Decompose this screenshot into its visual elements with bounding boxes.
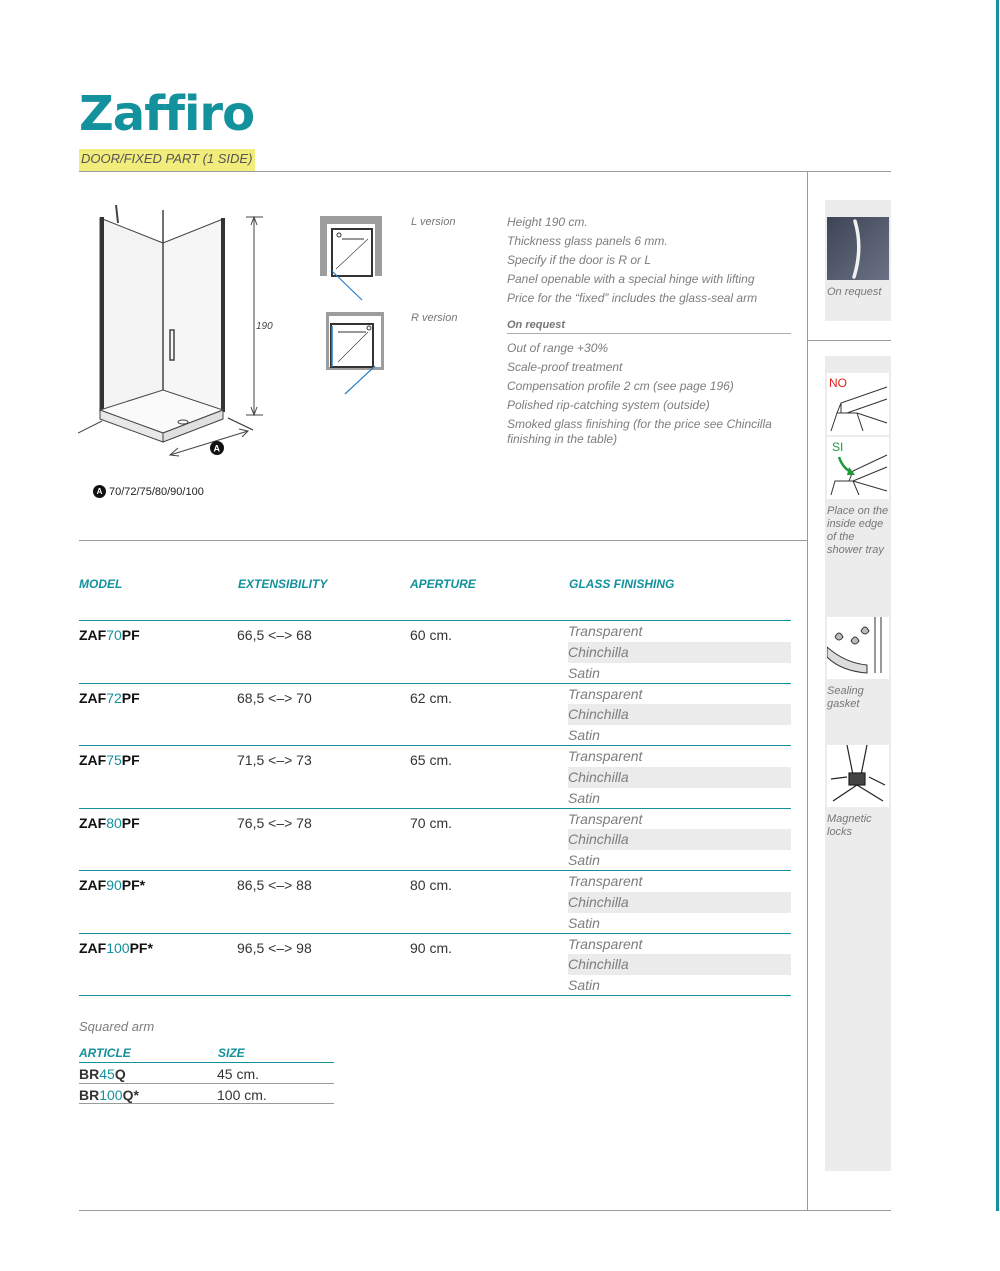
arm-header-article: ARTICLE	[79, 1046, 131, 1060]
table-row	[79, 684, 791, 747]
header-model: MODEL	[79, 577, 123, 591]
shower-enclosure-drawing	[78, 205, 278, 475]
finish-chinchilla: Chinchilla	[568, 704, 791, 725]
model-code: ZAF100PF*	[79, 939, 153, 956]
aperture-value: 65 cm.	[410, 752, 453, 768]
header-aperture: APERTURE	[410, 577, 476, 591]
on-request-list	[507, 341, 792, 451]
extensibility-value: 71,5 <–> 73	[237, 752, 312, 768]
on-request-item: Compensation profile 2 cm (see page 196)	[507, 379, 734, 393]
arm-size-value: 100 cm.	[217, 1086, 267, 1103]
arm-article-code: BR45Q	[79, 1066, 126, 1082]
table-row	[79, 809, 791, 872]
arm-article-code: BR100Q*	[79, 1086, 139, 1103]
arm-header-size: SIZE	[218, 1046, 245, 1060]
tray-no-illustration	[827, 373, 889, 435]
finish-satin: Satin	[568, 914, 600, 931]
finish-satin: Satin	[568, 852, 600, 869]
on-request-heading: On request	[507, 319, 791, 334]
table-row	[79, 934, 791, 997]
section-divider	[79, 540, 808, 541]
model-table	[79, 575, 791, 996]
arm-row	[79, 1084, 334, 1105]
finish-options	[568, 934, 791, 996]
model-code: ZAF90PF*	[79, 877, 146, 893]
sizes-note	[93, 485, 204, 498]
arm-table	[79, 1044, 334, 1104]
aperture-value: 60 cm.	[410, 627, 453, 643]
tray-si-illustration	[827, 437, 889, 499]
handle-caption: On request	[827, 286, 882, 298]
finish-options	[568, 871, 791, 933]
tray-caption: Place on the inside edge of the shower tray	[827, 505, 889, 556]
sealing-gasket-caption: Sealing gasket	[827, 685, 864, 710]
sealing-gasket-illustration	[827, 617, 889, 679]
r-version-label: R version	[411, 312, 458, 324]
finish-chinchilla: Chinchilla	[568, 642, 791, 663]
spec-item: Specify if the door is R or L	[507, 253, 652, 267]
finish-satin: Satin	[568, 789, 600, 806]
arm-title: Squared arm	[79, 1019, 155, 1034]
extensibility-value: 76,5 <–> 78	[237, 814, 312, 831]
dimension-badge: A	[93, 485, 106, 498]
arm-table-header	[79, 1044, 334, 1063]
spec-item: Height 190 cm.	[507, 215, 588, 229]
dimension-badge-label: A	[213, 443, 220, 454]
extensibility-value: 66,5 <–> 68	[237, 627, 312, 643]
page-edge-stripe	[996, 0, 999, 1211]
spec-item: Price for the “fixed” includes the glass-seal arm	[507, 291, 758, 305]
spec-list	[507, 215, 792, 310]
finish-transparent: Transparent	[568, 810, 643, 827]
finish-transparent: Transparent	[568, 623, 643, 639]
si-label: SI	[832, 440, 844, 454]
finish-options	[568, 684, 791, 746]
model-code: ZAF70PF	[79, 627, 140, 643]
extensibility-value: 68,5 <–> 70	[237, 689, 312, 706]
finish-chinchilla: Chinchilla	[568, 767, 791, 788]
on-request-item: Smoked glass finishing (for the price see Chincilla finishing in the table)	[507, 417, 772, 446]
finish-options	[568, 621, 791, 683]
table-row	[79, 746, 791, 809]
footer-divider	[79, 1210, 891, 1211]
product-subtitle: DOOR/FIXED PART (1 SIDE)	[79, 149, 255, 171]
finish-options	[568, 746, 791, 808]
finish-chinchilla: Chinchilla	[568, 954, 791, 975]
spec-item: Thickness glass panels 6 mm.	[507, 234, 668, 248]
sidebar-divider	[807, 171, 808, 1211]
finish-satin: Satin	[568, 977, 600, 994]
aperture-value: 80 cm.	[410, 877, 453, 893]
finish-transparent: Transparent	[568, 935, 643, 952]
arm-row	[79, 1063, 334, 1084]
no-label: NO	[829, 376, 847, 390]
l-version-label: L version	[411, 216, 456, 228]
aperture-value: 62 cm.	[410, 689, 453, 706]
extensibility-value: 96,5 <–> 98	[237, 939, 312, 956]
extensibility-value: 86,5 <–> 88	[237, 877, 312, 893]
handle-photo	[827, 217, 889, 280]
table-row	[79, 621, 791, 684]
header-extensibility: EXTENSIBILITY	[238, 577, 328, 591]
finish-chinchilla: Chinchilla	[568, 892, 791, 913]
aperture-value: 90 cm.	[410, 939, 453, 956]
sizes-list: 70/72/75/80/90/100	[109, 485, 204, 498]
table-row	[79, 871, 791, 934]
finish-transparent: Transparent	[568, 873, 643, 889]
r-version-plan	[326, 312, 388, 396]
header-divider	[79, 171, 891, 172]
on-request-item: Polished rip-catching system (outside)	[507, 398, 710, 412]
l-version-plan	[320, 216, 382, 302]
sidebar-section-divider	[808, 340, 891, 341]
spec-item: Panel openable with a special hinge with lifting	[507, 272, 755, 286]
on-request-item: Out of range +30%	[507, 341, 609, 355]
arm-size-value: 45 cm.	[217, 1066, 260, 1082]
magnetic-locks-illustration	[827, 745, 889, 807]
aperture-value: 70 cm.	[410, 814, 453, 831]
finish-transparent: Transparent	[568, 748, 643, 764]
model-code: ZAF72PF	[79, 689, 140, 706]
magnetic-locks-caption: Magnetic locks	[827, 813, 872, 838]
model-code: ZAF75PF	[79, 752, 140, 768]
model-code: ZAF80PF	[79, 814, 140, 831]
product-title: Zaffiro	[79, 86, 255, 142]
height-dimension-label: 190	[256, 321, 273, 332]
finish-satin: Satin	[568, 727, 600, 744]
on-request-item: Scale-proof treatment	[507, 360, 623, 374]
finish-chinchilla: Chinchilla	[568, 829, 791, 850]
finish-satin: Satin	[568, 664, 600, 681]
finish-options	[568, 809, 791, 871]
header-glass-finishing: GLASS FINISHING	[569, 577, 675, 591]
table-header	[79, 575, 791, 621]
finish-transparent: Transparent	[568, 685, 643, 702]
